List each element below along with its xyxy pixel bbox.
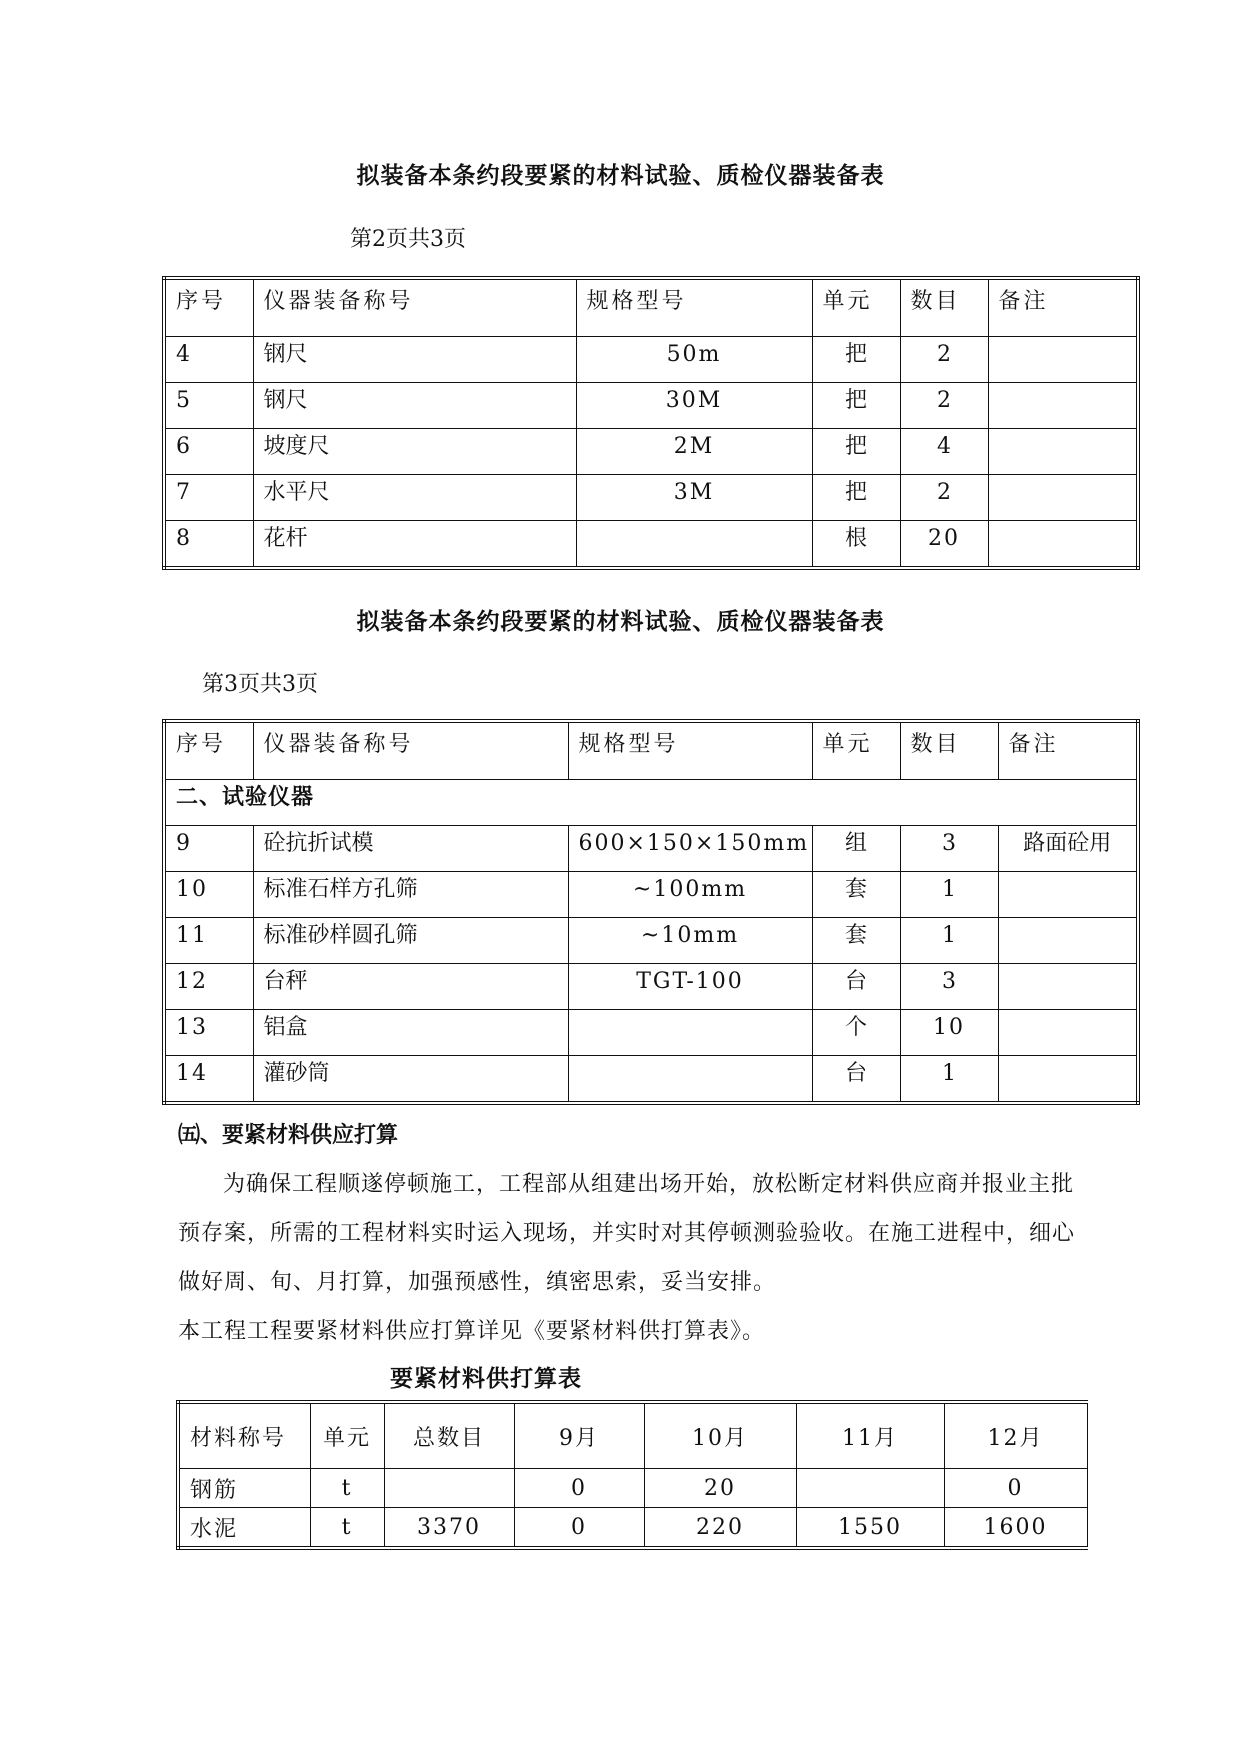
cell-unit: 台: [812, 1056, 900, 1104]
cell-name: 钢尺: [253, 337, 576, 383]
header-cell: 仪器装备称号: [253, 721, 568, 780]
cell-qty: 20: [900, 521, 988, 569]
equipment-table-page-3: [162, 719, 1140, 1105]
cell-spec: 30M: [576, 383, 812, 429]
table-row: [164, 337, 1138, 383]
table-header-row: [164, 278, 1138, 337]
table-row: [164, 872, 1138, 918]
header-cell: 序号: [164, 721, 253, 780]
header-cell: 单元: [812, 278, 900, 337]
cell-note: [998, 872, 1138, 918]
cell-unit: 套: [812, 872, 900, 918]
table-row: [178, 1469, 1087, 1508]
header-cell: 11月: [796, 1402, 944, 1469]
cell-unit: t: [310, 1508, 384, 1549]
header-cell: 单元: [812, 721, 900, 780]
table-1-page-info: 第2页共3页: [350, 227, 466, 252]
supply-plan-heading: ㈤、要紧材料供应打算: [178, 1123, 399, 1148]
cell-spec: 50m: [576, 337, 812, 383]
header-cell: 单元: [310, 1402, 384, 1469]
cell-unit: 把: [812, 337, 900, 383]
cell-spec: TGT-100: [568, 964, 812, 1010]
table-row: [164, 383, 1138, 429]
cell-index: 8: [164, 521, 253, 569]
cell-total: 3370: [384, 1508, 514, 1549]
table-row: [164, 826, 1138, 872]
cell-unit: 把: [812, 383, 900, 429]
cell-unit: 套: [812, 918, 900, 964]
cell-index: 14: [164, 1056, 253, 1104]
table-row: [164, 918, 1138, 964]
cell-note: [998, 1010, 1138, 1056]
cell-qty: 2: [900, 383, 988, 429]
cell-oct: 20: [644, 1469, 796, 1508]
cell-index: 5: [164, 383, 253, 429]
cell-dec: 1600: [944, 1508, 1087, 1549]
cell-total: [384, 1469, 514, 1508]
cell-qty: 1: [900, 1056, 998, 1104]
cell-spec: [568, 1056, 812, 1104]
material-supply-table: [176, 1400, 1088, 1550]
supply-plan-paragraph: 为确保工程顺遂停顿施工，工程部从组建出场开始，放松断定材料供应商并报业主批预存案，所需的工程材料实时运入现场，并实时对其停顿测验验收。在施工进程中，细心做好周、旬、月打算，加强预感性，缜密思索，妥当安排。: [178, 1172, 1076, 1295]
cell-index: 10: [164, 872, 253, 918]
cell-unit: t: [310, 1469, 384, 1508]
cell-spec: ~100mm: [568, 872, 812, 918]
header-cell: 9月: [514, 1402, 644, 1469]
cell-note: [988, 475, 1138, 521]
supply-plan-reference: 本工程工程要紧材料供应打算详见《要紧材料供打算表》。: [178, 1319, 766, 1344]
cell-sep: 0: [514, 1469, 644, 1508]
cell-index: 7: [164, 475, 253, 521]
cell-note: [988, 383, 1138, 429]
table-header-row: [164, 721, 1138, 780]
table-row: [164, 964, 1138, 1010]
table-row: [178, 1508, 1087, 1549]
cell-unit: 个: [812, 1010, 900, 1056]
category-label: 二、试验仪器: [164, 780, 1138, 826]
cell-sep: 0: [514, 1508, 644, 1549]
header-cell: 材料称号: [178, 1402, 310, 1469]
equipment-table-page-2: [162, 276, 1140, 570]
cell-index: 9: [164, 826, 253, 872]
cell-unit: 把: [812, 429, 900, 475]
cell-name: 标准石样方孔筛: [253, 872, 568, 918]
category-row: [164, 780, 1138, 826]
table-row: [164, 1056, 1138, 1104]
cell-qty: 3: [900, 964, 998, 1010]
cell-nov: [796, 1469, 944, 1508]
cell-spec: [576, 521, 812, 569]
cell-spec: 3M: [576, 475, 812, 521]
cell-note: [998, 1056, 1138, 1104]
cell-index: 13: [164, 1010, 253, 1056]
cell-name: 砼抗折试模: [253, 826, 568, 872]
cell-spec: 2M: [576, 429, 812, 475]
cell-spec: [568, 1010, 812, 1056]
cell-name: 花杆: [253, 521, 576, 569]
cell-note: [988, 521, 1138, 569]
header-cell: 10月: [644, 1402, 796, 1469]
cell-spec: ~10mm: [568, 918, 812, 964]
table-2-page-info: 第3页共3页: [202, 672, 318, 697]
cell-index: 11: [164, 918, 253, 964]
table-row: [164, 521, 1138, 569]
cell-unit: 台: [812, 964, 900, 1010]
cell-name: 台秤: [253, 964, 568, 1010]
header-cell: 备注: [998, 721, 1138, 780]
cell-note: 路面砼用: [998, 826, 1138, 872]
cell-material: 水泥: [178, 1508, 310, 1549]
cell-name: 钢尺: [253, 383, 576, 429]
cell-note: [998, 964, 1138, 1010]
table-header-row: [178, 1402, 1087, 1469]
cell-dec: 0: [944, 1469, 1087, 1508]
cell-qty: 2: [900, 475, 988, 521]
cell-name: 坡度尺: [253, 429, 576, 475]
cell-unit: 组: [812, 826, 900, 872]
cell-qty: 1: [900, 872, 998, 918]
header-cell: 数目: [900, 278, 988, 337]
cell-name: 标准砂样圆孔筛: [253, 918, 568, 964]
cell-note: [988, 337, 1138, 383]
cell-unit: 把: [812, 475, 900, 521]
cell-spec: 600×150×150mm: [568, 826, 812, 872]
cell-material: 钢筋: [178, 1469, 310, 1508]
cell-note: [998, 918, 1138, 964]
cell-name: 铝盒: [253, 1010, 568, 1056]
cell-oct: 220: [644, 1508, 796, 1549]
header-cell: 序号: [164, 278, 253, 337]
header-cell: 规格型号: [576, 278, 812, 337]
cell-qty: 2: [900, 337, 988, 383]
table-row: [164, 475, 1138, 521]
table-row: [164, 1010, 1138, 1056]
cell-nov: 1550: [796, 1508, 944, 1549]
table-2-title: 拟装备本条约段要紧的材料试验、质检仪器装备表: [356, 609, 885, 635]
cell-unit: 根: [812, 521, 900, 569]
cell-name: 灌砂筒: [253, 1056, 568, 1104]
header-cell: 备注: [988, 278, 1138, 337]
header-cell: 数目: [900, 721, 998, 780]
header-cell: 总数目: [384, 1402, 514, 1469]
header-cell: 规格型号: [568, 721, 812, 780]
cell-qty: 1: [900, 918, 998, 964]
cell-qty: 10: [900, 1010, 998, 1056]
header-cell: 仪器装备称号: [253, 278, 576, 337]
cell-index: 12: [164, 964, 253, 1010]
cell-note: [988, 429, 1138, 475]
cell-name: 水平尺: [253, 475, 576, 521]
table-row: [164, 429, 1138, 475]
cell-index: 6: [164, 429, 253, 475]
table-1-title: 拟装备本条约段要紧的材料试验、质检仪器装备表: [356, 163, 885, 189]
cell-index: 4: [164, 337, 253, 383]
cell-qty: 3: [900, 826, 998, 872]
supply-table-title: 要紧材料供打算表: [390, 1366, 582, 1392]
header-cell: 12月: [944, 1402, 1087, 1469]
cell-qty: 4: [900, 429, 988, 475]
